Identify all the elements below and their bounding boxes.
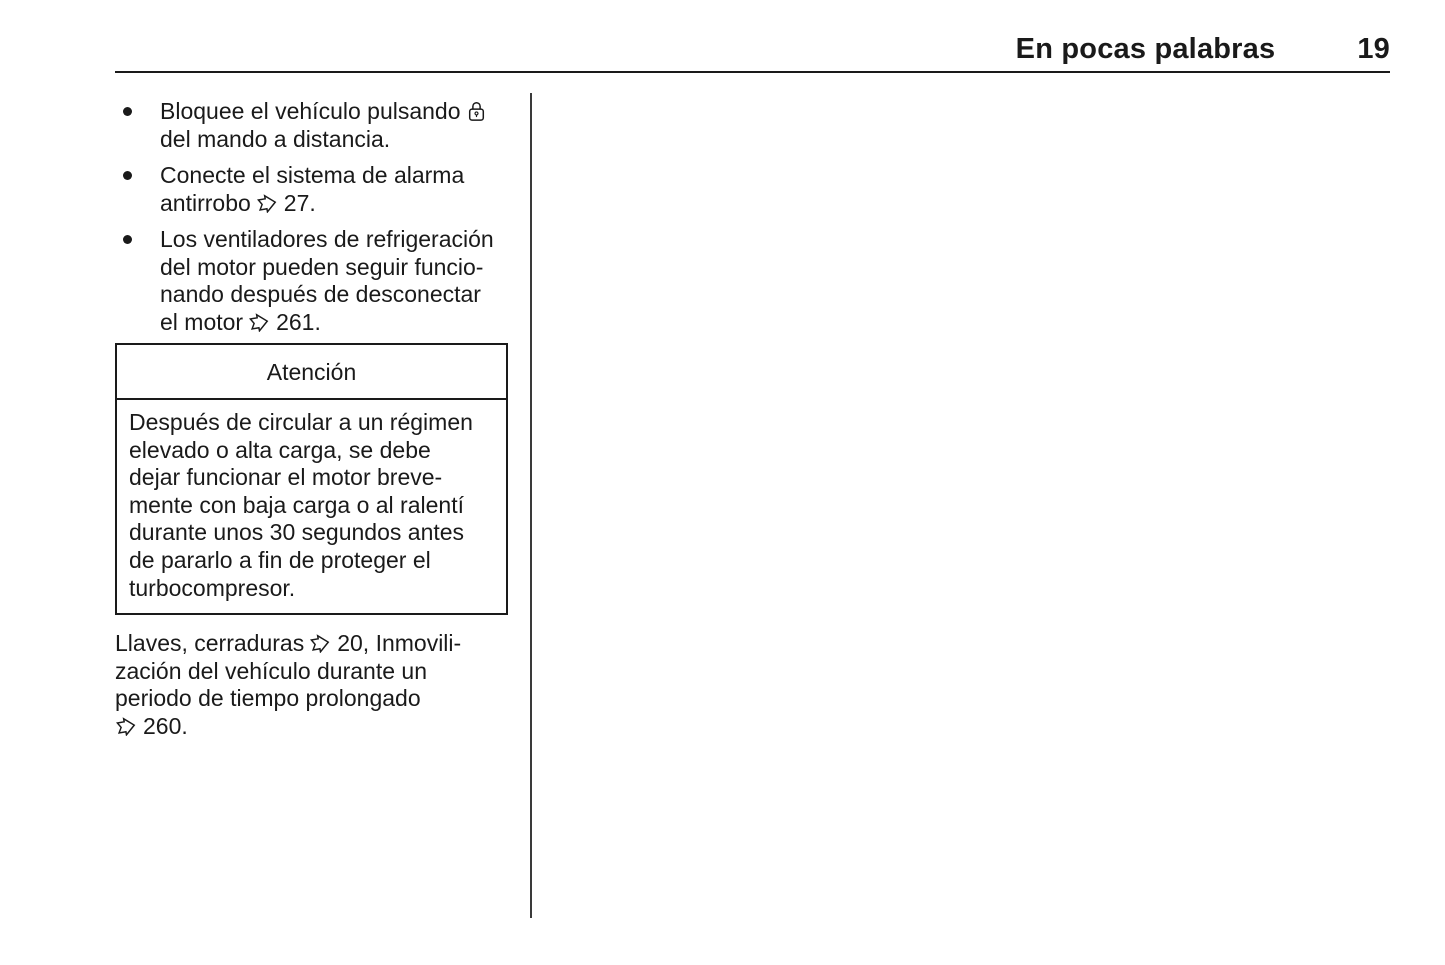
caution-line: durante unos 30 segundos antes bbox=[129, 519, 465, 546]
bullet-text: Los ventiladores de refrigeración bbox=[160, 226, 494, 252]
page-header bbox=[115, 33, 1390, 66]
caution-line: Después de circular a un régimen bbox=[129, 409, 473, 435]
bullet-text: nando después de desconectar bbox=[160, 281, 481, 307]
bullet-text: del motor pueden seguir funcio- bbox=[160, 253, 484, 280]
caution-line: elevado o alta carga, se debe bbox=[129, 436, 431, 463]
column-divider bbox=[530, 93, 532, 918]
reference-arrow-icon bbox=[257, 192, 278, 211]
caution-box bbox=[115, 343, 508, 615]
bullet-text: antirrobo bbox=[160, 189, 251, 216]
caution-line: dejar funcionar el motor breve- bbox=[129, 464, 443, 491]
page-number: 19 bbox=[1357, 33, 1390, 65]
bullet-text: Bloquee el vehículo pulsando bbox=[160, 98, 461, 124]
closing-text: Llaves, cerraduras bbox=[115, 630, 305, 656]
reference-page: 260. bbox=[143, 712, 188, 739]
closing-text: periodo de tiempo prolongado bbox=[115, 685, 421, 711]
closing-paragraph bbox=[115, 630, 535, 740]
reference-page: 261. bbox=[276, 308, 321, 335]
reference-arrow-icon bbox=[116, 715, 137, 734]
closing-text: 20, Inmovili- bbox=[337, 630, 462, 656]
caution-line: mente con baja carga o al ralentí bbox=[129, 491, 464, 518]
bullet-item-cooling-fans bbox=[115, 226, 527, 336]
header-rule bbox=[115, 71, 1390, 73]
caution-line: turbocompresor. bbox=[129, 574, 296, 601]
bullet-list bbox=[115, 98, 527, 345]
bullet-text: Conecte el sistema de alarma bbox=[160, 162, 465, 188]
caution-line: de pararlo a fin de proteger el bbox=[129, 546, 431, 573]
caution-box-title: Atención bbox=[117, 345, 506, 400]
lock-icon bbox=[468, 100, 485, 122]
reference-arrow-icon bbox=[249, 311, 270, 330]
reference-arrow-icon bbox=[310, 632, 331, 651]
bullet-item-lock-vehicle bbox=[115, 98, 527, 153]
reference-page: 27. bbox=[283, 189, 316, 216]
bullet-text: el motor bbox=[160, 308, 244, 335]
caution-box-body bbox=[117, 400, 506, 613]
page-header-title: En pocas palabras bbox=[1015, 33, 1276, 65]
bullet-item-alarm bbox=[115, 162, 527, 217]
closing-text: zación del vehículo durante un bbox=[115, 657, 427, 684]
bullet-text: del mando a distancia. bbox=[160, 125, 391, 152]
